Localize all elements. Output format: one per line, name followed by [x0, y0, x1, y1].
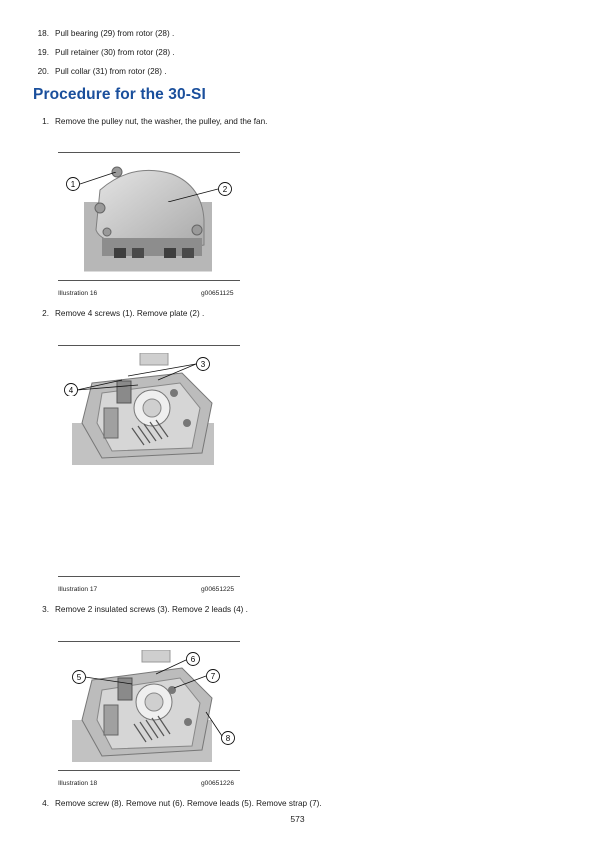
callout-6 — [187, 653, 200, 666]
callout-2 — [219, 183, 232, 196]
callout-4 — [65, 384, 78, 397]
callouts-18 — [70, 652, 242, 746]
svg-text:6: 6 — [190, 655, 196, 664]
callout-8 — [222, 732, 235, 745]
step-number: 1. — [42, 117, 49, 126]
step-text: Pull bearing (29) from rotor (28) . — [55, 29, 175, 38]
callout-3 — [197, 358, 210, 371]
callout-5 — [73, 671, 86, 684]
illustration-code: g00651226 — [201, 780, 235, 787]
illustration-code: g00651125 — [201, 290, 234, 297]
step-number: 19. — [37, 48, 49, 57]
step-text: Remove 4 screws (1). Remove plate (2) . — [55, 309, 205, 318]
figure-bottom-rule — [58, 770, 240, 771]
figure-top-rule — [58, 152, 240, 153]
step-text: Pull collar (31) from rotor (28) . — [55, 67, 167, 76]
svg-text:3: 3 — [200, 360, 206, 369]
svg-text:2: 2 — [222, 185, 228, 194]
figure-bottom-rule — [58, 576, 240, 577]
step-number: 2. — [42, 309, 49, 318]
callout-7 — [207, 670, 220, 683]
callouts-17 — [62, 356, 212, 396]
figure-top-rule — [58, 345, 240, 346]
illustration-label: Illustration 18 — [58, 780, 98, 787]
svg-text:7: 7 — [210, 672, 216, 681]
step-number: 4. — [42, 799, 49, 808]
page-number: 573 — [290, 814, 305, 824]
step-text: Pull retainer (30) from rotor (28) . — [55, 48, 175, 57]
illustration-label: Illustration 17 — [58, 586, 98, 593]
figure-bottom-rule — [58, 280, 240, 281]
step-text: Remove screw (8). Remove nut (6). Remove leads (5). Remove strap (7). — [55, 799, 322, 808]
svg-text:1: 1 — [70, 180, 76, 189]
illustration-label: Illustration 16 — [58, 290, 98, 297]
callouts-16 — [64, 172, 244, 202]
figure-top-rule — [58, 641, 240, 642]
section-title: Procedure for the 30-SI — [33, 86, 206, 103]
callout-1 — [67, 178, 80, 191]
step-text: Remove 2 insulated screws (3). Remove 2 leads (4) . — [55, 605, 248, 614]
step-number: 20. — [37, 67, 49, 76]
svg-text:8: 8 — [225, 734, 231, 743]
svg-text:4: 4 — [68, 386, 74, 395]
svg-text:5: 5 — [76, 673, 82, 682]
step-number: 3. — [42, 605, 49, 614]
step-text: Remove the pulley nut, the washer, the pulley, and the fan. — [55, 117, 268, 126]
step-number: 18. — [37, 29, 49, 38]
illustration-code: g00651225 — [201, 586, 235, 593]
